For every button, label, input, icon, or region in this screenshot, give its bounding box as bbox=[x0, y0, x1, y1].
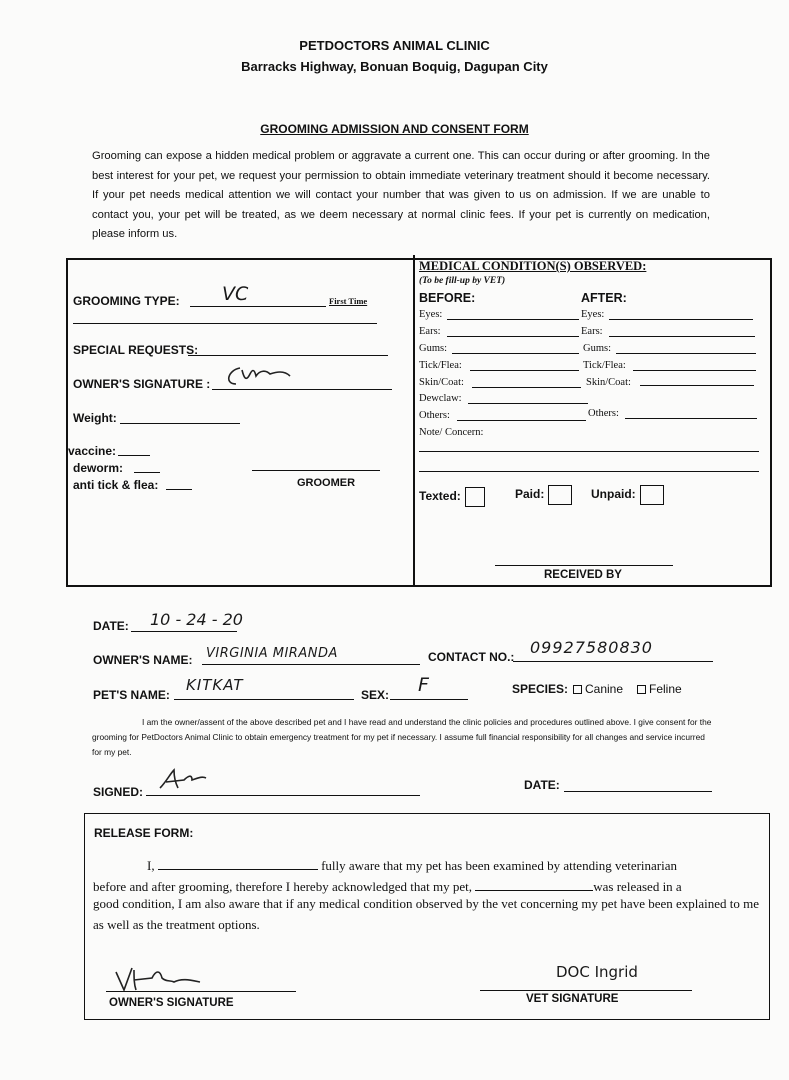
pet-name-value[interactable]: KITKAT bbox=[186, 676, 244, 694]
release-line2-text: before and after grooming, therefore I hereby acknowledged that my pet, bbox=[93, 879, 473, 894]
vet-sig-label: VET SIGNATURE bbox=[526, 993, 619, 1005]
before-ears-label: Ears: bbox=[419, 326, 441, 337]
before-tick-line[interactable] bbox=[470, 370, 579, 371]
before-tick-label: Tick/Flea: bbox=[419, 360, 462, 371]
weight-label: Weight: bbox=[73, 411, 117, 425]
unpaid-checkbox[interactable] bbox=[640, 485, 664, 505]
groomer-line[interactable] bbox=[252, 470, 380, 471]
received-by-label: RECEIVED BY bbox=[544, 569, 622, 581]
feline-label: Feline bbox=[649, 682, 682, 696]
release-line-1 bbox=[93, 855, 767, 876]
note-line-2[interactable] bbox=[419, 471, 759, 472]
note-label: Note/ Concern: bbox=[419, 427, 484, 438]
canine-label: Canine bbox=[585, 682, 624, 696]
grooming-type-value[interactable]: VC bbox=[222, 283, 249, 305]
date-value[interactable]: 10 - 24 - 20 bbox=[150, 610, 243, 629]
after-label: AFTER: bbox=[581, 291, 627, 305]
date-label: DATE: bbox=[93, 619, 129, 633]
before-label: BEFORE: bbox=[419, 291, 476, 305]
before-gums-label: Gums: bbox=[419, 343, 448, 354]
signed-date-line[interactable] bbox=[564, 791, 712, 792]
note-line-1[interactable] bbox=[419, 451, 759, 452]
anti-tick-line[interactable] bbox=[166, 489, 192, 490]
owner-signature-mark bbox=[226, 364, 296, 390]
canine-checkbox[interactable] bbox=[573, 685, 582, 694]
after-eyes-line[interactable] bbox=[609, 319, 753, 320]
after-gums-line[interactable] bbox=[616, 353, 756, 354]
texted-label: Texted: bbox=[419, 489, 461, 504]
others-after-line[interactable] bbox=[625, 418, 757, 419]
after-skin-line[interactable] bbox=[640, 385, 754, 386]
after-skin-label: Skin/Coat: bbox=[586, 377, 631, 388]
vet-sig-line[interactable] bbox=[480, 990, 692, 991]
release-line1-text: fully aware that my pet has been examined by attending veterinarian bbox=[321, 858, 678, 873]
others-after-label: Others: bbox=[588, 408, 619, 419]
release-pet-blank[interactable] bbox=[475, 878, 593, 891]
contact-line[interactable] bbox=[513, 661, 713, 662]
consent-signature-mark bbox=[158, 768, 208, 792]
dewclaw-label: Dewclaw: bbox=[419, 393, 462, 404]
signed-date-label: DATE: bbox=[524, 778, 560, 792]
before-skin-label: Skin/Coat: bbox=[419, 377, 464, 388]
after-ears-line[interactable] bbox=[609, 336, 755, 337]
grooming-type-label: GROOMING TYPE: bbox=[73, 294, 180, 308]
grooming-type-line bbox=[190, 306, 326, 307]
special-requests-label: SPECIAL REQUESTS: bbox=[73, 343, 199, 357]
paid-option[interactable] bbox=[515, 485, 572, 505]
deworm-line[interactable] bbox=[134, 472, 160, 473]
contact-label: CONTACT NO.: bbox=[428, 650, 515, 664]
grooming-extra-line bbox=[73, 323, 377, 324]
contact-value[interactable]: 09927580830 bbox=[530, 638, 653, 657]
species-feline-option[interactable] bbox=[637, 682, 682, 696]
release-line2-end: was released in a bbox=[593, 879, 682, 894]
release-owner-sig-line[interactable] bbox=[106, 991, 296, 992]
feline-checkbox[interactable] bbox=[637, 685, 646, 694]
release-title: RELEASE FORM: bbox=[94, 826, 194, 840]
species-canine-option[interactable] bbox=[573, 682, 623, 696]
owner-name-line[interactable] bbox=[202, 664, 420, 665]
owner-name-label: OWNER'S NAME: bbox=[93, 653, 193, 667]
release-i: I, bbox=[147, 858, 155, 873]
form-title: GROOMING ADMISSION AND CONSENT FORM bbox=[260, 122, 529, 136]
before-eyes-label: Eyes: bbox=[419, 309, 443, 320]
owner-name-value[interactable]: VIRGINIA MIRANDA bbox=[206, 646, 338, 661]
special-requests-line[interactable] bbox=[188, 355, 388, 356]
groomer-label: GROOMER bbox=[297, 477, 356, 489]
release-owner-signature-mark bbox=[112, 964, 202, 994]
clinic-name: PETDOCTORS ANIMAL CLINIC bbox=[299, 38, 490, 53]
texted-checkbox[interactable] bbox=[465, 487, 485, 507]
before-eyes-line[interactable] bbox=[447, 319, 579, 320]
medical-subtitle: (To be fill-up by VET) bbox=[419, 276, 506, 286]
unpaid-label: Unpaid: bbox=[591, 487, 636, 502]
before-gums-line[interactable] bbox=[452, 353, 579, 354]
vaccine-line[interactable] bbox=[118, 455, 150, 456]
received-by-line[interactable] bbox=[495, 565, 673, 566]
unpaid-option[interactable] bbox=[591, 485, 664, 505]
after-tick-line[interactable] bbox=[633, 370, 756, 371]
owner-signature-label: OWNER'S SIGNATURE : bbox=[73, 377, 211, 391]
before-skin-line[interactable] bbox=[472, 387, 581, 388]
texted-option[interactable] bbox=[419, 487, 485, 507]
first-time-label: First Time bbox=[329, 296, 368, 306]
signed-label: SIGNED: bbox=[93, 785, 144, 799]
release-owner-sig-label: OWNER'S SIGNATURE bbox=[109, 997, 234, 1009]
after-gums-label: Gums: bbox=[583, 343, 612, 354]
consent-paragraph: I am the owner/assent of the above described pet and I have read and understand the clinic policies and procedures outlined above. I give consent for the grooming for PetDoctors Animal Clinic to obtain emergency treatment for my pet if necessary. I assume full financial responsibility for all changes and service incurred for my pet. bbox=[92, 717, 712, 757]
anti-tick-label: anti tick & flea: bbox=[73, 478, 159, 492]
pet-name-label: PET'S NAME: bbox=[93, 688, 170, 702]
release-name-blank[interactable] bbox=[158, 857, 318, 870]
release-line-3: good condition, I am also aware that if any medical condition observed by the vet concerning my pet have been explained to me as well as the treatment options. bbox=[93, 896, 760, 932]
sex-line[interactable] bbox=[390, 699, 468, 700]
before-ears-line[interactable] bbox=[447, 336, 579, 337]
vet-name-value: DOC Ingrid bbox=[556, 963, 638, 981]
signed-line[interactable] bbox=[146, 795, 420, 796]
pet-name-line[interactable] bbox=[174, 699, 354, 700]
intro-paragraph: Grooming can expose a hidden medical problem or aggravate a current one. This can occur during or after grooming. In the best interest for your pet, we request your permission to obtain immediate veterinary treatment should it become necessary. If your pet needs medical attention we will contact your number that was given to us on admission. If we are unable to contact you, your pet will be treated, as we deem necessary at normal clinic fees. If your pet is currently on medication, please inform us. bbox=[92, 150, 710, 240]
clinic-address: Barracks Highway, Bonuan Boquig, Dagupan City bbox=[241, 59, 548, 74]
after-tick-label: Tick/Flea: bbox=[583, 360, 626, 371]
dewclaw-line[interactable] bbox=[468, 403, 588, 404]
medical-title: MEDICAL CONDITION(S) OBSERVED: bbox=[419, 259, 647, 273]
others-before-line[interactable] bbox=[457, 420, 586, 421]
paid-checkbox[interactable] bbox=[548, 485, 572, 505]
species-label: SPECIES: bbox=[512, 682, 569, 696]
sex-label: SEX: bbox=[361, 688, 390, 702]
weight-line[interactable] bbox=[120, 423, 240, 424]
vaccine-label: vaccine: bbox=[68, 444, 117, 458]
sex-value[interactable]: F bbox=[418, 674, 429, 696]
paid-label: Paid: bbox=[515, 487, 545, 502]
deworm-label: deworm: bbox=[73, 461, 124, 475]
after-ears-label: Ears: bbox=[581, 326, 603, 337]
others-before-label: Others: bbox=[419, 410, 450, 421]
after-eyes-label: Eyes: bbox=[581, 309, 605, 320]
date-line[interactable] bbox=[131, 631, 237, 632]
box-divider bbox=[413, 255, 415, 585]
